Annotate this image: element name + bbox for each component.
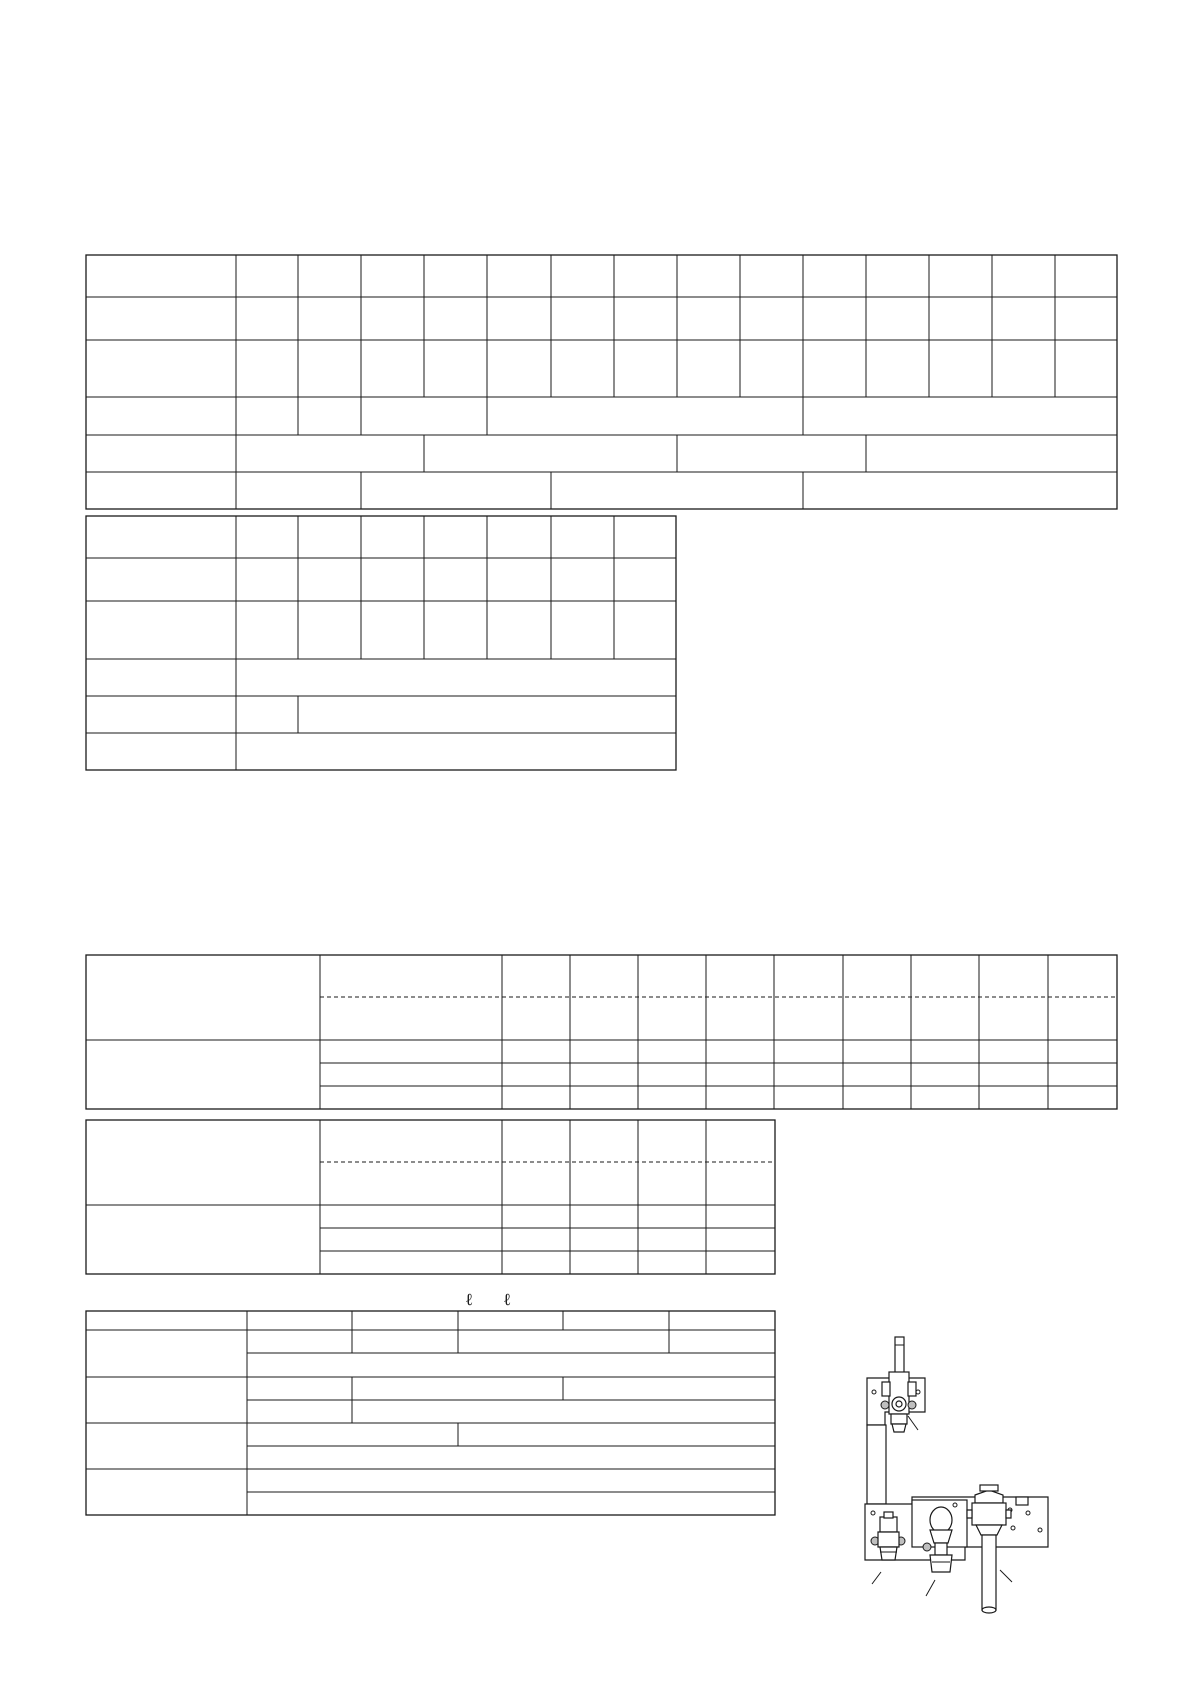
table-2 bbox=[86, 516, 676, 770]
table-1 bbox=[86, 255, 1117, 509]
liter-mark-1: ℓ bbox=[465, 1290, 474, 1310]
liter-marks bbox=[465, 1290, 511, 1310]
table-3 bbox=[86, 955, 1117, 1109]
valve-assembly-icon bbox=[865, 1337, 1048, 1613]
liter-mark-2: ℓ bbox=[503, 1290, 512, 1310]
table-5 bbox=[86, 1311, 775, 1515]
table-4 bbox=[86, 1120, 775, 1274]
